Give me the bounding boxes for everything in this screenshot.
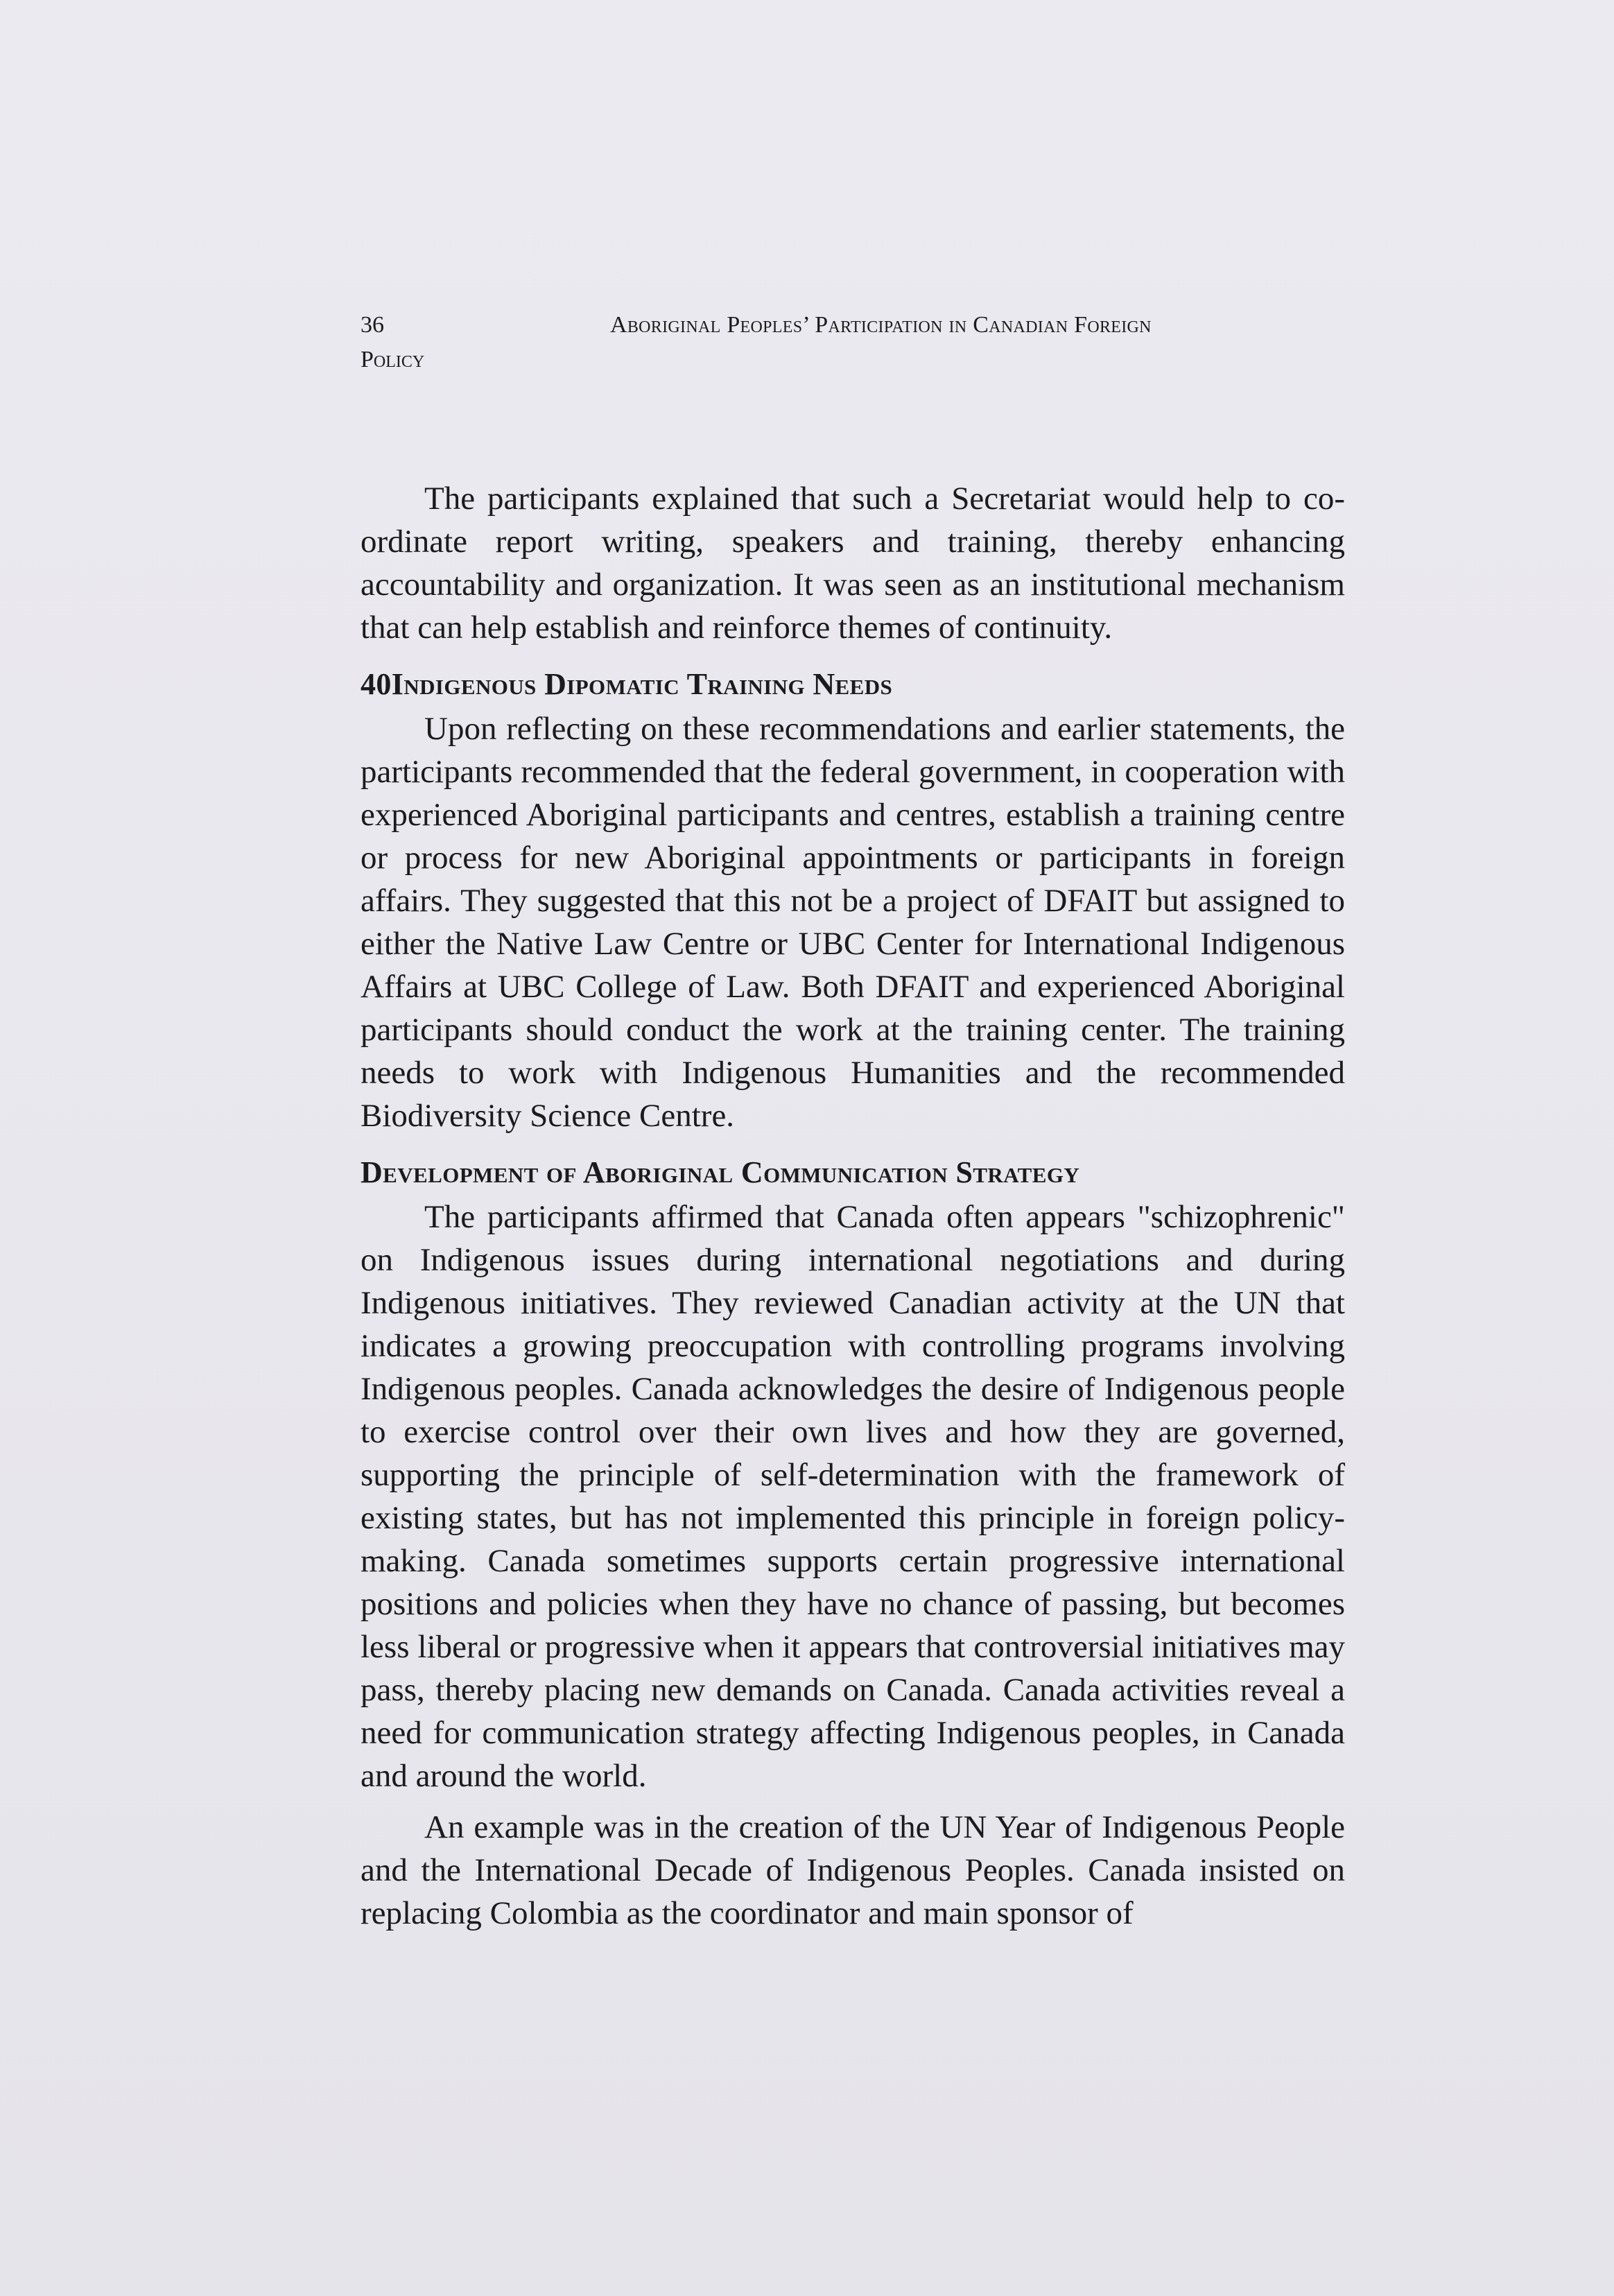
body-paragraph: Upon reflecting on these recommendations and earlier statements, the participants recommended that the federal government, in cooperation with experienced Aboriginal participants and centres, establish a training centre or process for new Aboriginal appointments or participants in foreign affairs. They suggested that this not be a project of DFAIT but assigned to either the Native Law Centre or UBC Center for International Indigenous Affairs at UBC College of Law. Both DFAIT and experienced Aboriginal participants should conduct the work at the training center. The training needs to work with Indigenous Humanities and the recommended Biodiversity Science Centre. xyxy=(361,711,1345,1134)
page-body xyxy=(361,477,1345,1935)
section-heading-communication-strategy: Development of Aboriginal Communication Strategy xyxy=(361,1155,1080,1189)
body-paragraph: An example was in the creation of the UN Year of Indigenous People and the International Decade of Indigenous Peoples. Canada insisted on replacing Colombia as the coordinator and main sponsor of xyxy=(361,1809,1345,1931)
running-header-title-continuation: Policy xyxy=(361,347,425,372)
running-header-title: Aboriginal Peoples’ Participation in Canadian Foreign xyxy=(610,312,1152,338)
section-heading-training-needs: 40Indigenous Dipomatic Training Needs xyxy=(361,667,893,701)
body-paragraph: The participants affirmed that Canada often appears "schizophrenic" on Indigenous issues during international negotiations and during Indigenous initiatives. They reviewed Canadian activity at the UN that indicates a growing preoccupation with controlling programs involving Indigenous peoples. Canada acknowledges the desire of Indigenous people to exercise control over their own lives and how they are governed, supporting the principle of self-determination with the framework of existing states, but has not implemented this principle in foreign policy-making. Canada sometimes supports certain progressive international positions and policies when they have no chance of passing, but becomes less liberal or progressive when it appears that controversial initiatives may pass, thereby placing new demands on Canada. Canada activities reveal a need for communication strategy affecting Indigenous peoples, in Canada and around the world. xyxy=(361,1199,1345,1794)
body-paragraph: The participants explained that such a Secretariat would help to co-ordinate report writing, speakers and training, thereby enhancing accountability and organization. It was seen as an institutional mechanism that can help establish and reinforce themes of continuity. xyxy=(361,481,1345,646)
page-number: 36 xyxy=(361,312,384,338)
